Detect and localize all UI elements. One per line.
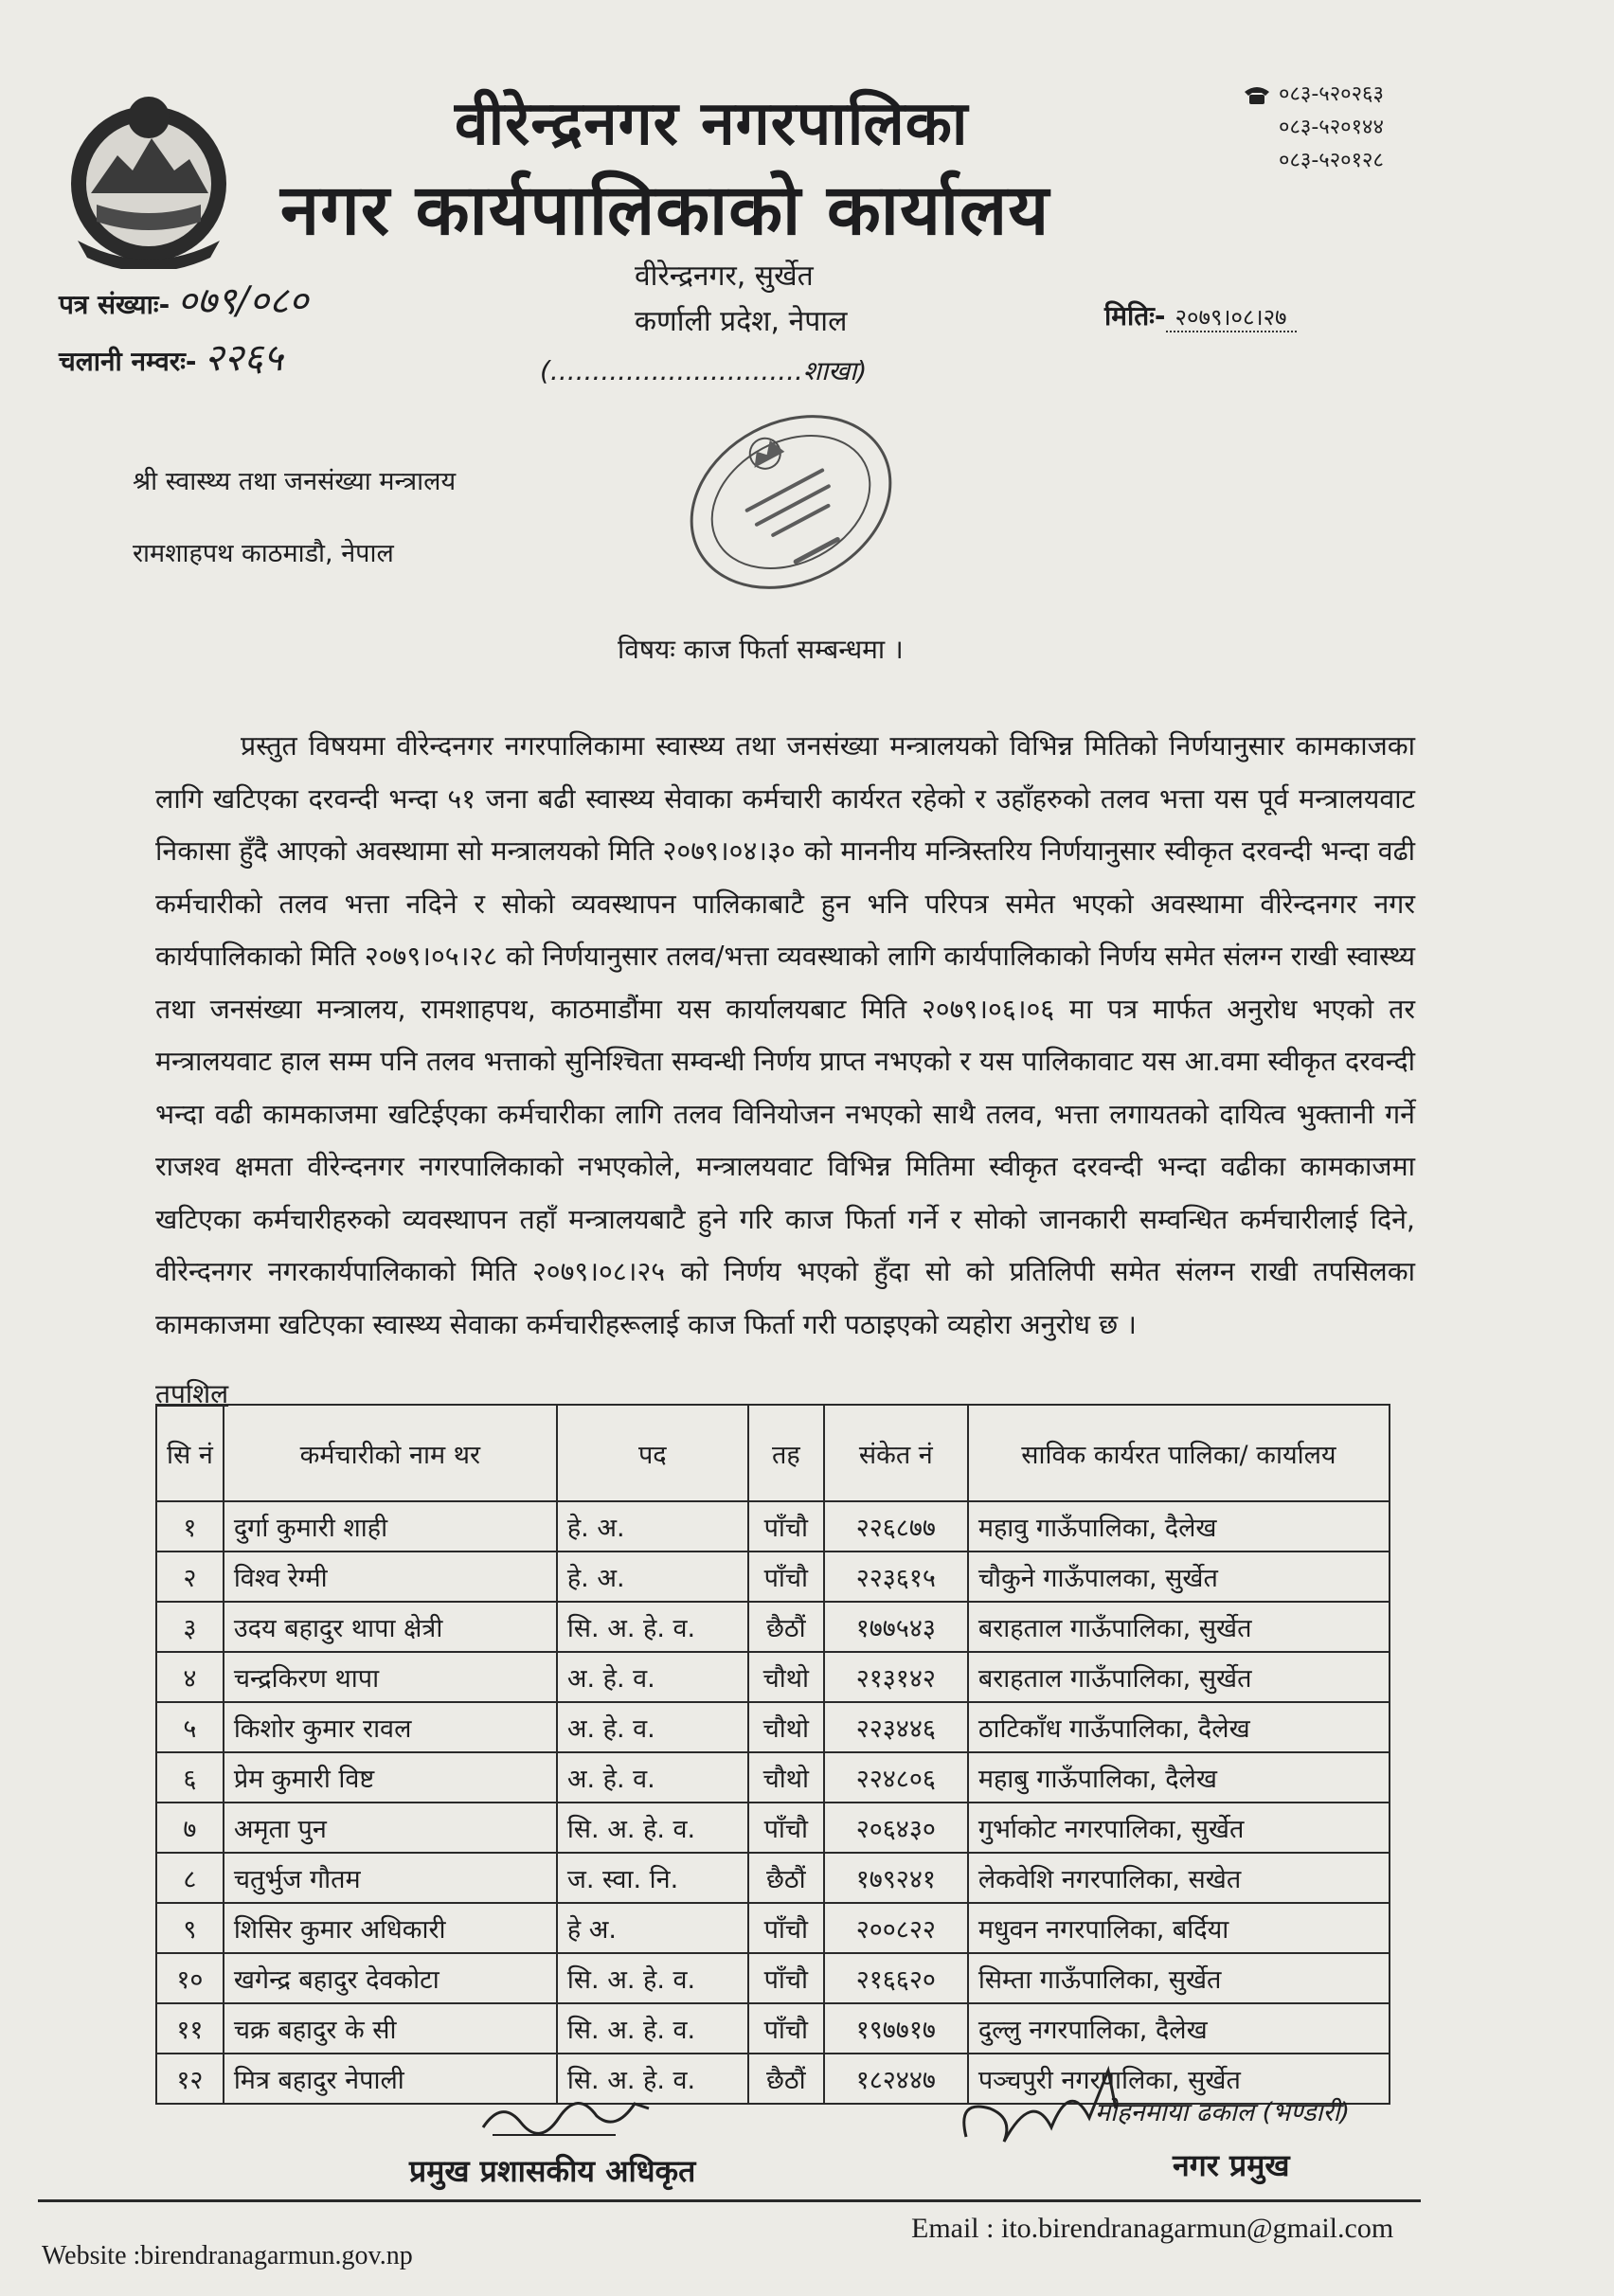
col-serial: सि नं bbox=[156, 1405, 224, 1501]
cell-post: हे. अ. bbox=[557, 1501, 748, 1552]
phone-1: ०८३-५२०२६३ bbox=[1279, 82, 1384, 106]
cell-code: १७७५४३ bbox=[824, 1602, 968, 1652]
table-caption: तपशिल bbox=[155, 1378, 229, 1409]
cell-name: विश्व रेग्मी bbox=[224, 1552, 557, 1602]
cell-serial: १० bbox=[156, 1953, 224, 2003]
date-block bbox=[1104, 297, 1297, 333]
chalani-label: चलानी नम्वरः- bbox=[59, 346, 197, 377]
nepal-emblem-icon bbox=[59, 80, 239, 269]
cell-code: २१३१४२ bbox=[824, 1652, 968, 1702]
office-seal-stamp bbox=[663, 398, 919, 606]
patra-number: ०७९/०८० bbox=[177, 279, 309, 323]
table-row bbox=[156, 1702, 1390, 1752]
col-post: पद bbox=[557, 1405, 748, 1501]
table-header-row bbox=[156, 1405, 1390, 1501]
table-row bbox=[156, 1602, 1390, 1652]
cell-code: १८२४४७ bbox=[824, 2054, 968, 2104]
phone-3: ०८३-५२०१२८ bbox=[1279, 149, 1384, 172]
cell-level: पाँचौ bbox=[748, 1803, 824, 1853]
table-row bbox=[156, 1752, 1390, 1803]
cell-serial: ७ bbox=[156, 1803, 224, 1853]
cell-serial: ३ bbox=[156, 1602, 224, 1652]
cell-serial: ६ bbox=[156, 1752, 224, 1803]
table-row bbox=[156, 1903, 1390, 1953]
cell-level: छैठौं bbox=[748, 2054, 824, 2104]
cell-name: चतुर्भुज गौतम bbox=[224, 1853, 557, 1903]
cell-code: २२३४४६ bbox=[824, 1702, 968, 1752]
cell-code: १७९२४१ bbox=[824, 1853, 968, 1903]
cell-name: दुर्गा कुमारी शाही bbox=[224, 1501, 557, 1552]
col-previous-office: साविक कार्यरत पालिका/ कार्यालय bbox=[968, 1405, 1390, 1501]
table-row bbox=[156, 1953, 1390, 2003]
cell-office: मधुवन नगरपालिका, बर्दिया bbox=[968, 1903, 1390, 1953]
cell-level: पाँचौ bbox=[748, 1552, 824, 1602]
cell-level: छैठौं bbox=[748, 1602, 824, 1652]
cell-serial: ९ bbox=[156, 1903, 224, 1953]
cell-post: अ. हे. व. bbox=[557, 1652, 748, 1702]
mayor-name: मोहनमाया ढकाल (भण्डारी) bbox=[1095, 2098, 1351, 2127]
cell-level: चौथो bbox=[748, 1752, 824, 1803]
office-address bbox=[635, 254, 847, 345]
cell-name: किशोर कुमार रावल bbox=[224, 1702, 557, 1752]
date-value: २०७९।०८।२७ bbox=[1166, 304, 1297, 332]
cell-office: ठाटिकाँध गाऊँपालिका, दैलेख bbox=[968, 1702, 1390, 1752]
cell-code: २२३६१५ bbox=[824, 1552, 968, 1602]
cell-post: सि. अ. हे. व. bbox=[557, 1803, 748, 1853]
section-line: (..............................शाखा) bbox=[540, 355, 868, 386]
cell-name: खगेन्द्र बहादुर देवकोटा bbox=[224, 1953, 557, 2003]
cell-code: २१६६२० bbox=[824, 1953, 968, 2003]
cell-post: हे. अ. bbox=[557, 1552, 748, 1602]
cell-name: मित्र बहादुर नेपाली bbox=[224, 2054, 557, 2104]
cell-name: चक्र बहादुर के सी bbox=[224, 2003, 557, 2054]
table-row bbox=[156, 1652, 1390, 1702]
cell-office: महाबु गाऊँपालिका, दैलेख bbox=[968, 1752, 1390, 1803]
cell-name: उदय बहादुर थापा क्षेत्री bbox=[224, 1602, 557, 1652]
cell-level: चौथो bbox=[748, 1702, 824, 1752]
footer-email: Email : ito.birendranagarmun@gmail.com bbox=[911, 2213, 1394, 2244]
chalani-number: २२६५ bbox=[204, 336, 283, 380]
cell-office: सिम्ता गाऊँपालिका, सुर्खेत bbox=[968, 1953, 1390, 2003]
cell-office: बराहताल गाऊँपालिका, सुर्खेत bbox=[968, 1652, 1390, 1702]
cell-name: अमृता पुन bbox=[224, 1803, 557, 1853]
cell-office: चौकुने गाऊँपालका, सुर्खेत bbox=[968, 1552, 1390, 1602]
cell-post: ज. स्वा. नि. bbox=[557, 1853, 748, 1903]
telephone-icon bbox=[1243, 84, 1271, 105]
cell-post: सि. अ. हे. व. bbox=[557, 2054, 748, 2104]
reference-block bbox=[59, 275, 308, 388]
cell-serial: ८ bbox=[156, 1853, 224, 1903]
cell-name: शिसिर कुमार अधिकारी bbox=[224, 1903, 557, 1953]
cell-code: २२४८०६ bbox=[824, 1752, 968, 1803]
date-label: मितिः- bbox=[1104, 300, 1166, 332]
cell-code: २०६४३० bbox=[824, 1803, 968, 1853]
cell-post: अ. हे. व. bbox=[557, 1752, 748, 1803]
letter-body: प्रस्तुत विषयमा वीरेन्दनगर नगरपालिकामा स्वास्थ्य तथा जनसंख्या मन्त्रालयको विभिन्न मितिको निर्णयानुसार कामकाजका लागि खटिएका दरवन्दी भन्दा ५१ जना बढी स्वास्थ्य सेवाका कर्मचारी कार्यरत रहेको र उहाँहरुको तलव भत्ता यस पूर्व मन्त्रालयवाट निकासा हुँदै आएको अवस्थामा सो मन्त्रालयको मिति २०७९।०४।३० को माननीय मन्त्रिस्तरिय निर्णयानुसार स्वीकृत दरवन्दी भन्दा वढी कर्मचारीको तलव भत्ता नदिने र सोको व्यवस्थापन पालिकाबाटै हुन भनि परिपत्र समेत भएको अवस्थामा वीरेन्दनगर नगर कार्यपालिकाको मिति २०७९।०५।२८ को निर्णयानुसार तलव/भत्ता व्यवस्थाको लागि कार्यपालिकाको निर्णय समेत संलग्न राखी स्वास्थ्य तथा जनसंख्या मन्त्रालय, रामशाहपथ, काठमाडौंमा यस कार्यालयबाट मिति २०७९।०६।०६ मा पत्र मार्फत अनुरोध भएको तर मन्त्रालयवाट हाल सम्म पनि तलव भत्ताको सुनिश्चिता सम्वन्धी निर्णय प्राप्त नभएको र यस पालिकावाट यस आ.वमा स्वीकृत दरवन्दी भन्दा वढी कामकाजमा खटिईएका कर्मचारीका लागि तलव विनियोजन नभएको साथै तलव, भत्ता लगायतको दायित्व भुक्तानी गर्ने राजश्व क्षमता वीरेन्दनगर नगरपालिकाको नभएकोले, मन्त्रालयवाट विभिन्न मितिमा स्वीकृत दरवन्दी भन्दा वढीका कामकाजमा खटिएका कर्मचारीहरुको व्यवस्थापन तहाँ मन्त्रालयबाटै हुने गरि काज फिर्ता गर्ने र सोको जानकारी सम्वन्धित कर्मचारीलाई दिने, वीरेन्दनगर नगरकार्यपालिकाको मिति २०७९।०८।२५ को निर्णय भएको हुँदा सो को प्रतिलिपी समेत संलग्न राखी तपसिलका कामकाजमा खटिएका स्वास्थ्य सेवाका कर्मचारीहरूलाई काज फिर्ता गरी पठाइएको व्यहोरा अनुरोध छ । bbox=[155, 730, 1415, 1340]
address-line-1: वीरेन्द्रनगर, सुर्खेत bbox=[635, 260, 814, 293]
table-row bbox=[156, 1552, 1390, 1602]
cell-post: सि. अ. हे. व. bbox=[557, 2003, 748, 2054]
col-code: संकेत नं bbox=[824, 1405, 968, 1501]
cell-serial: १२ bbox=[156, 2054, 224, 2104]
cell-serial: २ bbox=[156, 1552, 224, 1602]
cell-code: २२६८७७ bbox=[824, 1501, 968, 1552]
cell-office: दुल्लु नगरपालिका, दैलेख bbox=[968, 2003, 1390, 2054]
municipality-name: वीरेन्द्रनगर नगरपालिका bbox=[455, 89, 969, 159]
cell-name: चन्द्रकिरण थापा bbox=[224, 1652, 557, 1702]
cao-title: प्रमुख प्रशासकीय अधिकृत bbox=[409, 2153, 696, 2189]
cell-serial: ४ bbox=[156, 1652, 224, 1702]
cell-serial: ५ bbox=[156, 1702, 224, 1752]
cell-code: २००८२२ bbox=[824, 1903, 968, 1953]
cell-office: गुर्भाकोट नगरपालिका, सुर्खेत bbox=[968, 1803, 1390, 1853]
recipient-line-2: रामशाहपथ काठमाडौ, नेपाल bbox=[133, 539, 394, 568]
col-name: कर्मचारीको नाम थर bbox=[224, 1405, 557, 1501]
cell-post: सि. अ. हे. व. bbox=[557, 1602, 748, 1652]
recipient-line-1: श्री स्वास्थ्य तथा जनसंख्या मन्त्रालय bbox=[133, 467, 457, 496]
cell-office: बराहताल गाऊँपालिका, सुर्खेत bbox=[968, 1602, 1390, 1652]
footer-divider bbox=[38, 2199, 1421, 2202]
cao-signature bbox=[474, 2080, 663, 2146]
employee-table bbox=[155, 1404, 1390, 2105]
cell-level: चौथो bbox=[748, 1652, 824, 1702]
mayor-title: नगर प्रमुख bbox=[1173, 2147, 1290, 2183]
phone-2: ०८३-५२०१४४ bbox=[1279, 116, 1384, 139]
cell-serial: १ bbox=[156, 1501, 224, 1552]
table-row bbox=[156, 1853, 1390, 1903]
cell-level: पाँचौ bbox=[748, 2003, 824, 2054]
cell-office: पञ्चपुरी नगरपालिका, सुर्खेत bbox=[968, 2054, 1390, 2104]
phone-numbers bbox=[1243, 78, 1384, 177]
cell-code: १९७७१७ bbox=[824, 2003, 968, 2054]
table-row bbox=[156, 2003, 1390, 2054]
col-level: तह bbox=[748, 1405, 824, 1501]
cell-name: प्रेम कुमारी विष्ट bbox=[224, 1752, 557, 1803]
address-line-2: कर्णाली प्रदेश, नेपाल bbox=[635, 305, 848, 338]
cell-level: पाँचौ bbox=[748, 1903, 824, 1953]
cell-level: छैठौं bbox=[748, 1853, 824, 1903]
cell-office: लेकवेशि नगरपालिका, सखेत bbox=[968, 1853, 1390, 1903]
cell-serial: ११ bbox=[156, 2003, 224, 2054]
cell-office: महावु गाऊँपालिका, दैलेख bbox=[968, 1501, 1390, 1552]
office-name: नगर कार्यपालिकाको कार्यालय bbox=[280, 170, 1050, 251]
table-row bbox=[156, 1803, 1390, 1853]
cell-post: अ. हे. व. bbox=[557, 1702, 748, 1752]
letter-subject: विषयः काज फिर्ता सम्बन्धमा । bbox=[618, 634, 904, 665]
cell-post: हे अ. bbox=[557, 1903, 748, 1953]
footer-website: Website :birendranagarmun.gov.np bbox=[42, 2241, 413, 2270]
table-row bbox=[156, 1501, 1390, 1552]
cell-level: पाँचौ bbox=[748, 1953, 824, 2003]
cell-post: सि. अ. हे. व. bbox=[557, 1953, 748, 2003]
cell-level: पाँचौ bbox=[748, 1501, 824, 1552]
patra-label: पत्र संख्याः- bbox=[59, 289, 170, 320]
